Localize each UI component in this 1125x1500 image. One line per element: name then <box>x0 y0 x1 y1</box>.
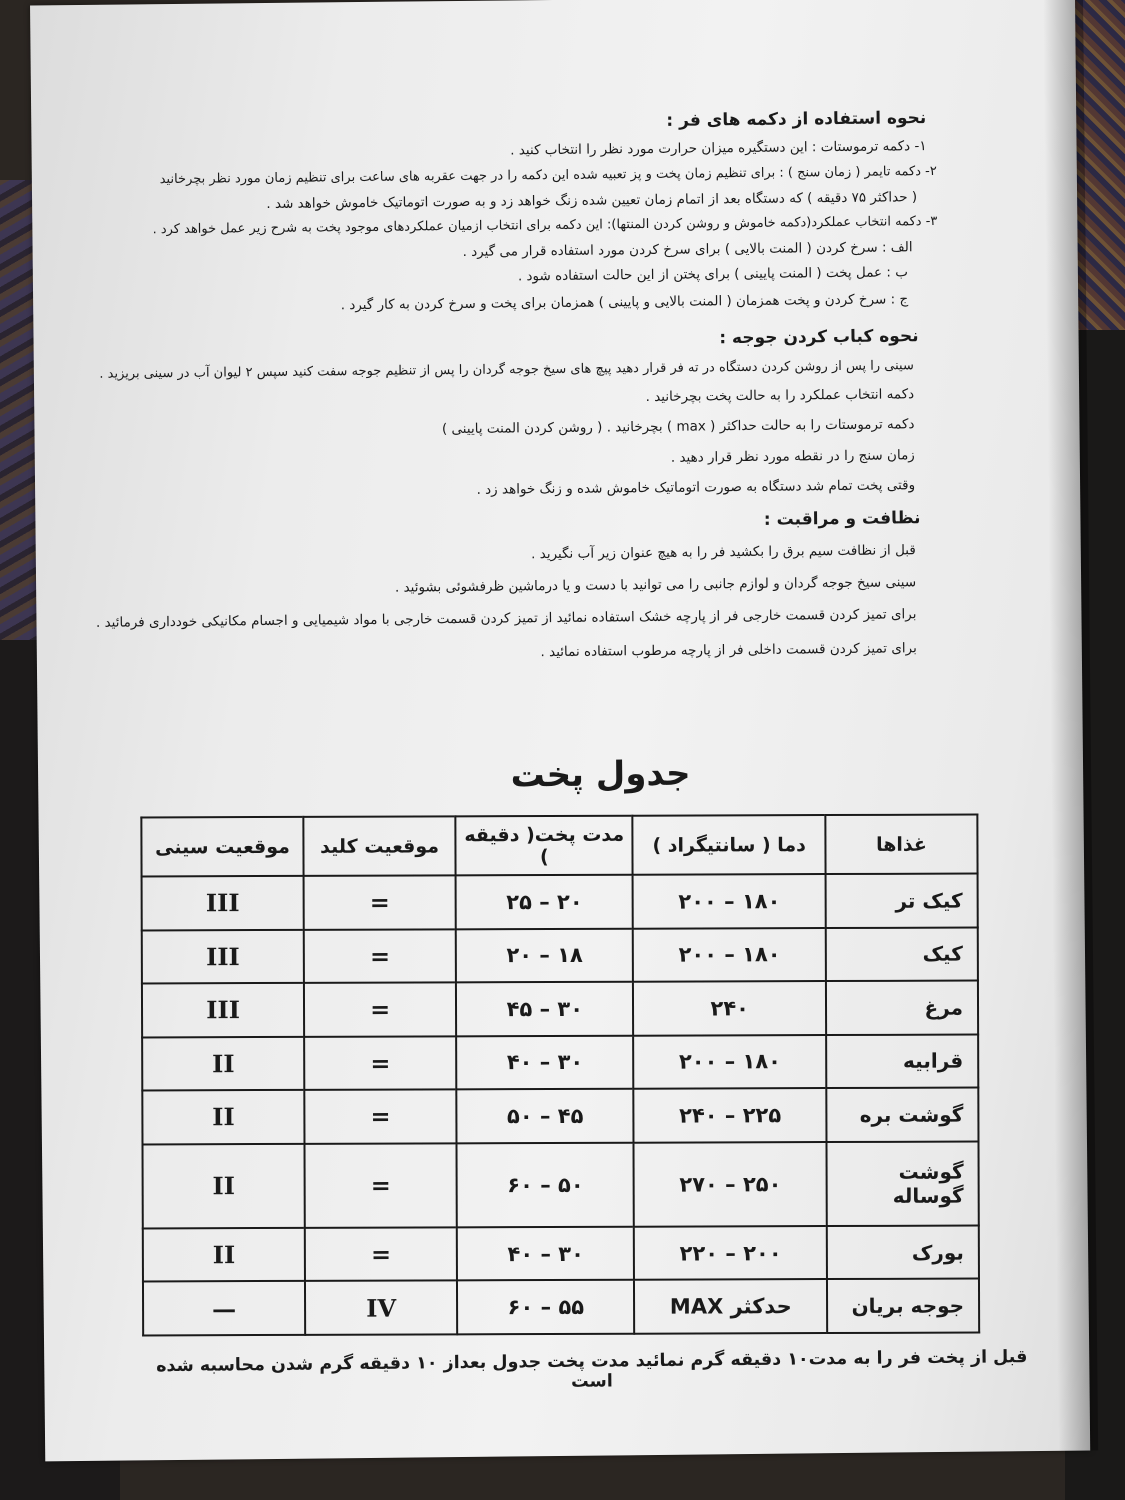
cell-switch: IV <box>305 1281 457 1335</box>
manual-page <box>30 0 1090 1461</box>
cell-tray: III <box>142 876 304 930</box>
kebab-line-3: دکمه ترموستات را به حالت حداکثر ( max ) بچرخانید . ( روشن کردن المنت پایینی ) <box>441 416 915 438</box>
footer-note: قبل از پخت فر را به مدت۱۰ دقیقه گرم نمائید مدت پخت جدول بعداز ۱۰ دقیقه گرم شدن محاسبه شده است <box>156 1347 1028 1392</box>
cell-time: ۳۰ – ۴۰ <box>457 1227 635 1281</box>
clean-line-2: سینی سیخ جوجه گردان و لوازم جانبی را می توانید با دست و یا درماشین ظرفشوئی بشوئید . <box>394 574 917 596</box>
cell-time: ۵۵ – ۶۰ <box>457 1280 635 1334</box>
cell-time: ۲۰ – ۲۵ <box>456 875 634 929</box>
table-row <box>142 1141 978 1228</box>
cell-temperature: ۱۸۰ – ۲۰۰ <box>634 1035 827 1089</box>
cell-switch: = <box>304 1036 456 1090</box>
header-switch-position: موقعیت کلید <box>303 816 455 876</box>
cell-time: ۳۰ – ۴۵ <box>456 982 634 1036</box>
cell-temperature: ۲۴۰ <box>633 981 826 1035</box>
cell-food: بورک <box>827 1225 979 1279</box>
table-row <box>142 1088 978 1144</box>
cell-time: ۵۰ – ۶۰ <box>457 1142 635 1227</box>
cell-time: ۱۸ – ۲۰ <box>456 928 634 982</box>
cell-switch: = <box>304 929 456 983</box>
kebab-line-4: زمان سنج را در نقطه مورد نظر قرار دهید . <box>670 447 915 466</box>
cell-food: کیک تر <box>826 874 978 928</box>
cell-tray: II <box>142 1036 304 1090</box>
cell-tray: II <box>143 1228 305 1282</box>
clean-line-3: برای تمیز کردن قسمت خارجی فر از پارچه خشک استفاده نمائید از تمیز کردن قسمت خارجی با مواد شیمیایی و اجسام مکانیکی خودداری فرمائید . <box>95 606 917 631</box>
cell-food: جوجه بریان <box>827 1279 979 1333</box>
cell-switch: = <box>304 1089 456 1143</box>
cell-temperature: حدکثر MAX <box>634 1279 827 1333</box>
kebab-section-heading: نحوه کباب کردن جوجه : <box>719 326 919 349</box>
header-cooking-time: مدت پخت( دقیقه ) <box>455 816 633 876</box>
table-row <box>142 1034 978 1090</box>
cell-tray: III <box>142 983 304 1037</box>
cell-tray: II <box>142 1090 304 1144</box>
table-header-row <box>141 815 977 877</box>
cell-food: گوشت گوساله <box>826 1141 978 1226</box>
cell-temperature: ۱۸۰ – ۲۰۰ <box>633 928 826 982</box>
cell-time: ۴۵ – ۵۰ <box>456 1089 634 1143</box>
table-row <box>142 874 978 930</box>
buttons-line-4: ۳- دکمه انتخاب عملکرد(دکمه خاموش و روشن کردن المنتها): این دکمه برای انتخاب ازمیان عملکردهای موجود پخت به شرح زیر عمل خواهد کرد . <box>152 213 938 238</box>
kebab-line-1: سینی را پس از روشن کردن دستگاه در ته فر قرار دهید پیچ های سیخ جوجه گردان را پس از تنظیم جوجه سفت کنید سپس ۲ لیوان آب در سینی بریزید . <box>99 358 914 382</box>
cooking-table <box>140 814 980 1337</box>
cell-food: کیک <box>826 927 978 981</box>
cell-time: ۳۰ – ۴۰ <box>456 1035 634 1089</box>
cell-food: گوشت بره <box>826 1088 978 1142</box>
header-tray-position: موقعیت سینی <box>141 817 303 877</box>
cell-temperature: ۲۲۵ – ۲۴۰ <box>634 1088 827 1142</box>
cell-food: مرغ <box>826 981 978 1035</box>
table-row <box>142 927 978 983</box>
table-row <box>143 1279 979 1335</box>
kebab-line-5: وقتی پخت تمام شد دستگاه به صورت اتوماتیک خاموش شده و زنگ خواهد زد . <box>476 477 916 498</box>
header-temperature: دما ( سانتیگراد ) <box>633 815 826 875</box>
table-row <box>142 981 978 1037</box>
clean-line-4: برای تمیز کردن قسمت داخلی فر از پارچه مرطوب استفاده نمائید . <box>540 640 917 661</box>
clean-line-1: قبل از نظافت سیم برق را بکشید فر را به هیچ عنوان زیر آب نگیرید . <box>531 542 916 563</box>
cell-tray: — <box>143 1281 305 1335</box>
buttons-line-1: ۱- دکمه ترموستات : این دستگیره میزان حرارت مورد نظر را انتخاب کنید . <box>510 138 927 159</box>
cell-food: قرابیه <box>826 1034 978 1088</box>
buttons-line-3: ( حداکثر ۷۵ دقیقه ) که دستگاه بعد از اتمام زمان تعیین شده زنگ خواهد زد و به صورت اتوماتیک خاموش خواهد شد . <box>266 189 918 213</box>
cell-temperature: ۱۸۰ – ۲۰۰ <box>633 874 826 928</box>
clean-section-heading: نظافت و مراقبت : <box>763 508 921 530</box>
cell-switch: = <box>304 875 456 929</box>
buttons-line-6: ب : عمل پخت ( المنت پایینی ) برای پختن از این حالت استفاده شود . <box>517 264 908 285</box>
cell-switch: = <box>305 1227 457 1281</box>
cell-temperature: ۲۰۰ – ۲۲۰ <box>634 1226 827 1280</box>
buttons-line-7: ج : سرخ کردن و پخت همزمان ( المنت بالایی و پایینی ) همزمان برای پخت و سرخ کردن به کار گیرد . <box>340 291 909 314</box>
cell-tray: II <box>142 1143 304 1228</box>
header-foods: غذاها <box>825 815 977 875</box>
buttons-line-2: ۲- دکمه تایمر ( زمان سنج ) : برای تنظیم زمان پخت و پز تعبیه شده این دکمه را در جهت عقربه های ساعت برای تنظیم زمان مورد نظر بچرخانید <box>159 163 937 188</box>
cell-switch: = <box>304 982 456 1036</box>
cell-tray: III <box>142 929 304 983</box>
cell-switch: = <box>305 1143 457 1228</box>
table-row <box>143 1225 979 1281</box>
cell-temperature: ۲۵۰ – ۲۷۰ <box>634 1142 827 1227</box>
buttons-section-heading: نحوه استفاده از دکمه های فر : <box>666 108 927 131</box>
table-title: جدول پخت <box>510 753 691 796</box>
buttons-line-5: الف : سرخ کردن ( المنت بالایی ) برای سرخ کردن مورد استفاده قرار می گیرد . <box>462 239 913 260</box>
kebab-line-2: دکمه انتخاب عملکرد را به حالت پخت بچرخانید . <box>645 386 915 406</box>
